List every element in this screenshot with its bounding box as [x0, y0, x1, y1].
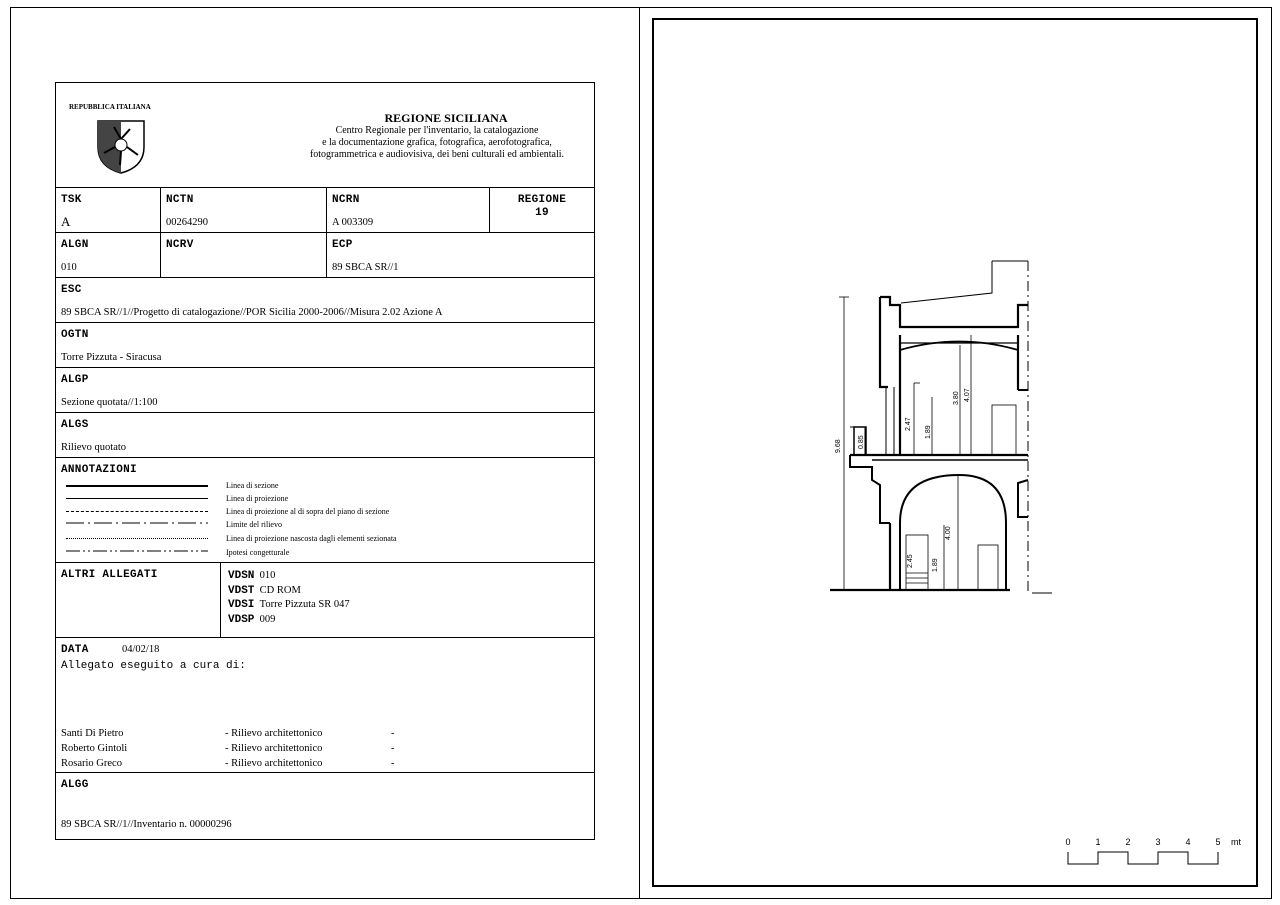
dimension-label: 1.89: [925, 425, 932, 439]
subtitle-line: Centro Regionale per l'inventario, la catalogazione: [335, 125, 539, 136]
row-ogtn: [56, 323, 594, 368]
legend-line-above: [66, 511, 208, 512]
algs-label: ALGS: [61, 419, 89, 431]
allegato-entry: VDST CD ROM: [228, 584, 301, 597]
legend-item: Linea di proiezione nascosta dagli elementi sezionata: [226, 534, 397, 543]
person-row: Santi Di Pietro - Rilievo architettonico -: [61, 728, 395, 739]
scale-label: 0: [1065, 837, 1071, 847]
legend-item: Linea di proiezione al di sopra del piano di sezione: [226, 507, 390, 516]
row-data: [56, 638, 594, 773]
row-algs: [56, 413, 594, 458]
regione-value: 19: [535, 207, 549, 219]
regione-label: REGIONE: [517, 194, 567, 206]
tsk-value: A: [61, 214, 71, 229]
algs-value: Rilievo quotato: [61, 442, 127, 453]
scale-label: 3: [1155, 837, 1161, 847]
subtitle-line: e la documentazione grafica, fotografica, aerofotografica,: [322, 137, 552, 148]
dimension-label: 4.00: [945, 526, 952, 540]
section-drawing: [820, 255, 1070, 605]
scale-unit: mt: [1231, 837, 1241, 847]
region-emblem-icon: [94, 117, 148, 175]
row-annotazioni: [56, 458, 594, 563]
altri-allegati-label: ALTRI ALLEGATI: [61, 569, 158, 581]
legend-line-limit: [66, 521, 208, 525]
row-algp: [56, 368, 594, 413]
allegato-entry: VDSN 010: [228, 570, 276, 582]
ncrn-value: A 003309: [332, 217, 374, 228]
allegato-entry: VDSP 009: [228, 613, 276, 626]
subtitle-line: fotogrammetrica e audiovisiva, dei beni culturali ed ambientali.: [309, 149, 565, 160]
republic-label: REPUBBLICA ITALIANA: [69, 103, 151, 111]
row-esc: [56, 278, 594, 323]
ecp-label: ECP: [332, 239, 353, 251]
algn-label: ALGN: [61, 239, 89, 251]
region-subtitle: [278, 125, 596, 161]
dimension-label: 9.68: [835, 439, 842, 453]
cura-text: Allegato eseguito a cura di:: [61, 660, 246, 672]
row-algg: [56, 773, 594, 839]
legend-item: Limite del rilievo: [226, 520, 282, 529]
ogtn-label: OGTN: [61, 329, 89, 341]
scale-bar: [1060, 834, 1250, 874]
dimension-label: 0.85: [858, 435, 865, 449]
scale-label: 5: [1215, 837, 1221, 847]
scale-label: 2: [1125, 837, 1131, 847]
region-title: REGIONE SICILIANA: [384, 111, 508, 125]
allegato-entry: VDSI Torre Pizzuta SR 047: [228, 599, 350, 611]
dimension-label: 2.45: [907, 554, 914, 568]
person-row: Rosario Greco - Rilievo architettonico -: [61, 758, 395, 769]
tsk-label: TSK: [61, 194, 82, 206]
dimension-label: 3.80: [953, 391, 960, 405]
legend-item: Linea di proiezione: [226, 494, 289, 503]
row-algn: [56, 233, 594, 278]
algp-label: ALGP: [61, 374, 89, 386]
esc-value: 89 SBCA SR//1//Progetto di catalogazione//POR Sicilia 2000-2006//Misura 2.02 Azione A: [61, 307, 443, 318]
ecp-value: 89 SBCA SR//1: [332, 262, 399, 273]
dimension-label: 2.47: [905, 417, 912, 431]
algg-label: ALGG: [61, 779, 89, 791]
catalog-card: [55, 82, 595, 840]
data-value: 04/02/18: [122, 644, 160, 655]
legend-line-hypothesis: [66, 549, 208, 553]
legend-item: Ipotesi congetturale: [226, 548, 290, 557]
person-row: Roberto Gintoli - Rilievo architettonico -: [61, 743, 395, 754]
algn-value: 010: [61, 262, 77, 273]
sheet-divider: [639, 7, 640, 899]
legend-line-projection: [66, 498, 208, 499]
row-tsk: [56, 188, 594, 233]
data-label: DATA: [61, 644, 89, 656]
dimension-label: 4.07: [964, 388, 971, 402]
scale-label: 1: [1095, 837, 1101, 847]
scale-label: 4: [1185, 837, 1191, 847]
annotazioni-label: ANNOTAZIONI: [61, 464, 137, 476]
algg-value: 89 SBCA SR//1//Inventario n. 00000296: [61, 819, 232, 830]
legend-line-hidden: [66, 538, 208, 539]
legend-line-section: [66, 485, 208, 487]
ncrv-label: NCRV: [166, 239, 194, 251]
algp-value: Sezione quotata//1:100: [61, 397, 158, 408]
ogtn-value: Torre Pizzuta - Siracusa: [61, 352, 162, 363]
nctn-value: 00264290: [166, 217, 208, 228]
dimension-label: 1.89: [932, 558, 939, 572]
ncrn-label: NCRN: [332, 194, 360, 206]
row-altri-allegati: [56, 563, 594, 638]
nctn-label: NCTN: [166, 194, 194, 206]
legend-item: Linea di sezione: [226, 481, 279, 490]
esc-label: ESC: [61, 284, 82, 296]
card-header: [56, 83, 594, 188]
